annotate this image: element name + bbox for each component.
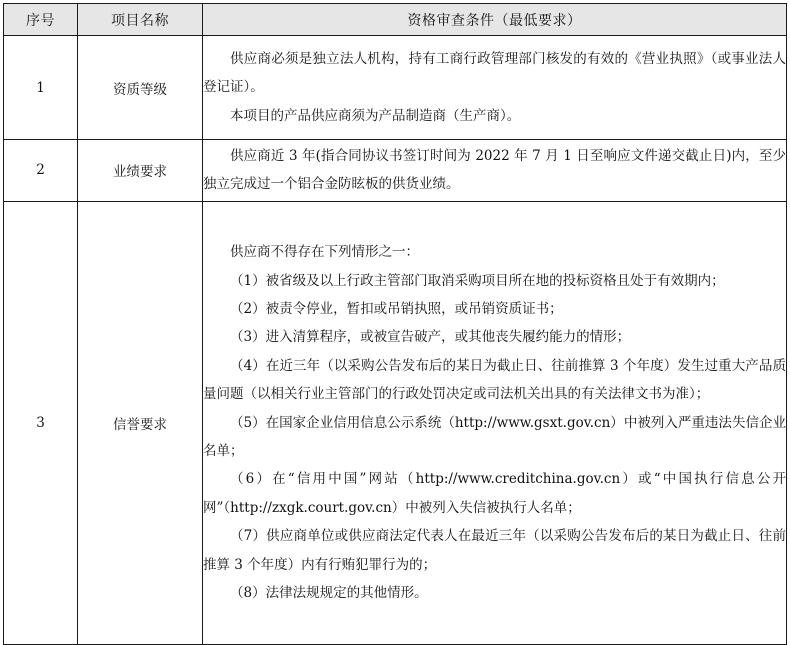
requirement-paragraph: （4）在近三年（以采购公告发布后的某日为截止日、往前推算 3 个年度）发生过重大产品质量问题（以相关行业主管部门的行政处罚决定或司法机关出具的有关法律文书为准）；	[203, 357, 786, 403]
row-item-name: 资质等级	[78, 36, 203, 140]
requirement-paragraph: 供应商近 3 年(指合同协议书签订时间为 2022 年 7 月 1 日至响应文件递交截止日)内，至少独立完成过一个铝合金防眩板的供货业绩。	[203, 148, 786, 193]
row-item-name: 业绩要求	[78, 140, 203, 202]
row-number: 2	[4, 140, 78, 202]
table-row	[4, 201, 787, 644]
row-number: 3	[4, 201, 78, 644]
requirement-paragraph: 本项目的产品供应商须为产品制造商（生产商）。	[230, 107, 521, 124]
row-item-name: 信誉要求	[78, 201, 203, 644]
header-serial-number: 序号	[4, 4, 78, 36]
requirement-paragraph: （7）供应商单位或供应商法定代表人在最近三年（以采购公告发布后的某日为截止日、往前推算 3 个年度）内有行贿犯罪行为的；	[203, 528, 786, 573]
requirement-paragraph: （5）在国家企业信用信息公示系统（http://www.gsxt.gov.cn）中被列入严重违法失信企业名单；	[203, 414, 786, 460]
requirement-paragraph: 供应商不得存在下列情形之一：	[230, 244, 419, 261]
requirement-paragraph: 供应商必须是独立法人机构，持有工商行政管理部门核发的有效的《营业执照》（或事业法人登记证）。	[203, 50, 786, 96]
row-requirement	[203, 140, 787, 202]
row-requirement	[203, 201, 787, 644]
row-requirement	[203, 36, 787, 140]
requirement-paragraph: （3）进入清算程序，或被宣告破产，或其他丧失履约能力的情形；	[230, 329, 631, 346]
requirement-paragraph: （2）被责令停业，暂扣或吊销执照，或吊销资质证书；	[230, 300, 563, 317]
requirement-paragraph: （1）被省级及以上行政主管部门取消采购项目所在地的投标资格且处于有效期内；	[230, 272, 725, 289]
table-row	[4, 140, 787, 202]
header-item-name: 项目名称	[78, 4, 203, 36]
qualification-table	[3, 3, 787, 645]
table-header-row	[4, 4, 787, 36]
requirement-paragraph: （6）在“信用中国”网站（http://www.creditchina.gov.cn）或“中国执行信息公开网”（http://zxgk.court.gov.cn）中被列入失信被执行人名单；	[203, 471, 786, 516]
row-number: 1	[4, 36, 78, 140]
requirement-paragraph: （8）法律法规规定的其他情形。	[230, 585, 428, 602]
header-qualification-criteria: 资格审查条件（最低要求）	[203, 4, 787, 36]
table-row	[4, 36, 787, 140]
